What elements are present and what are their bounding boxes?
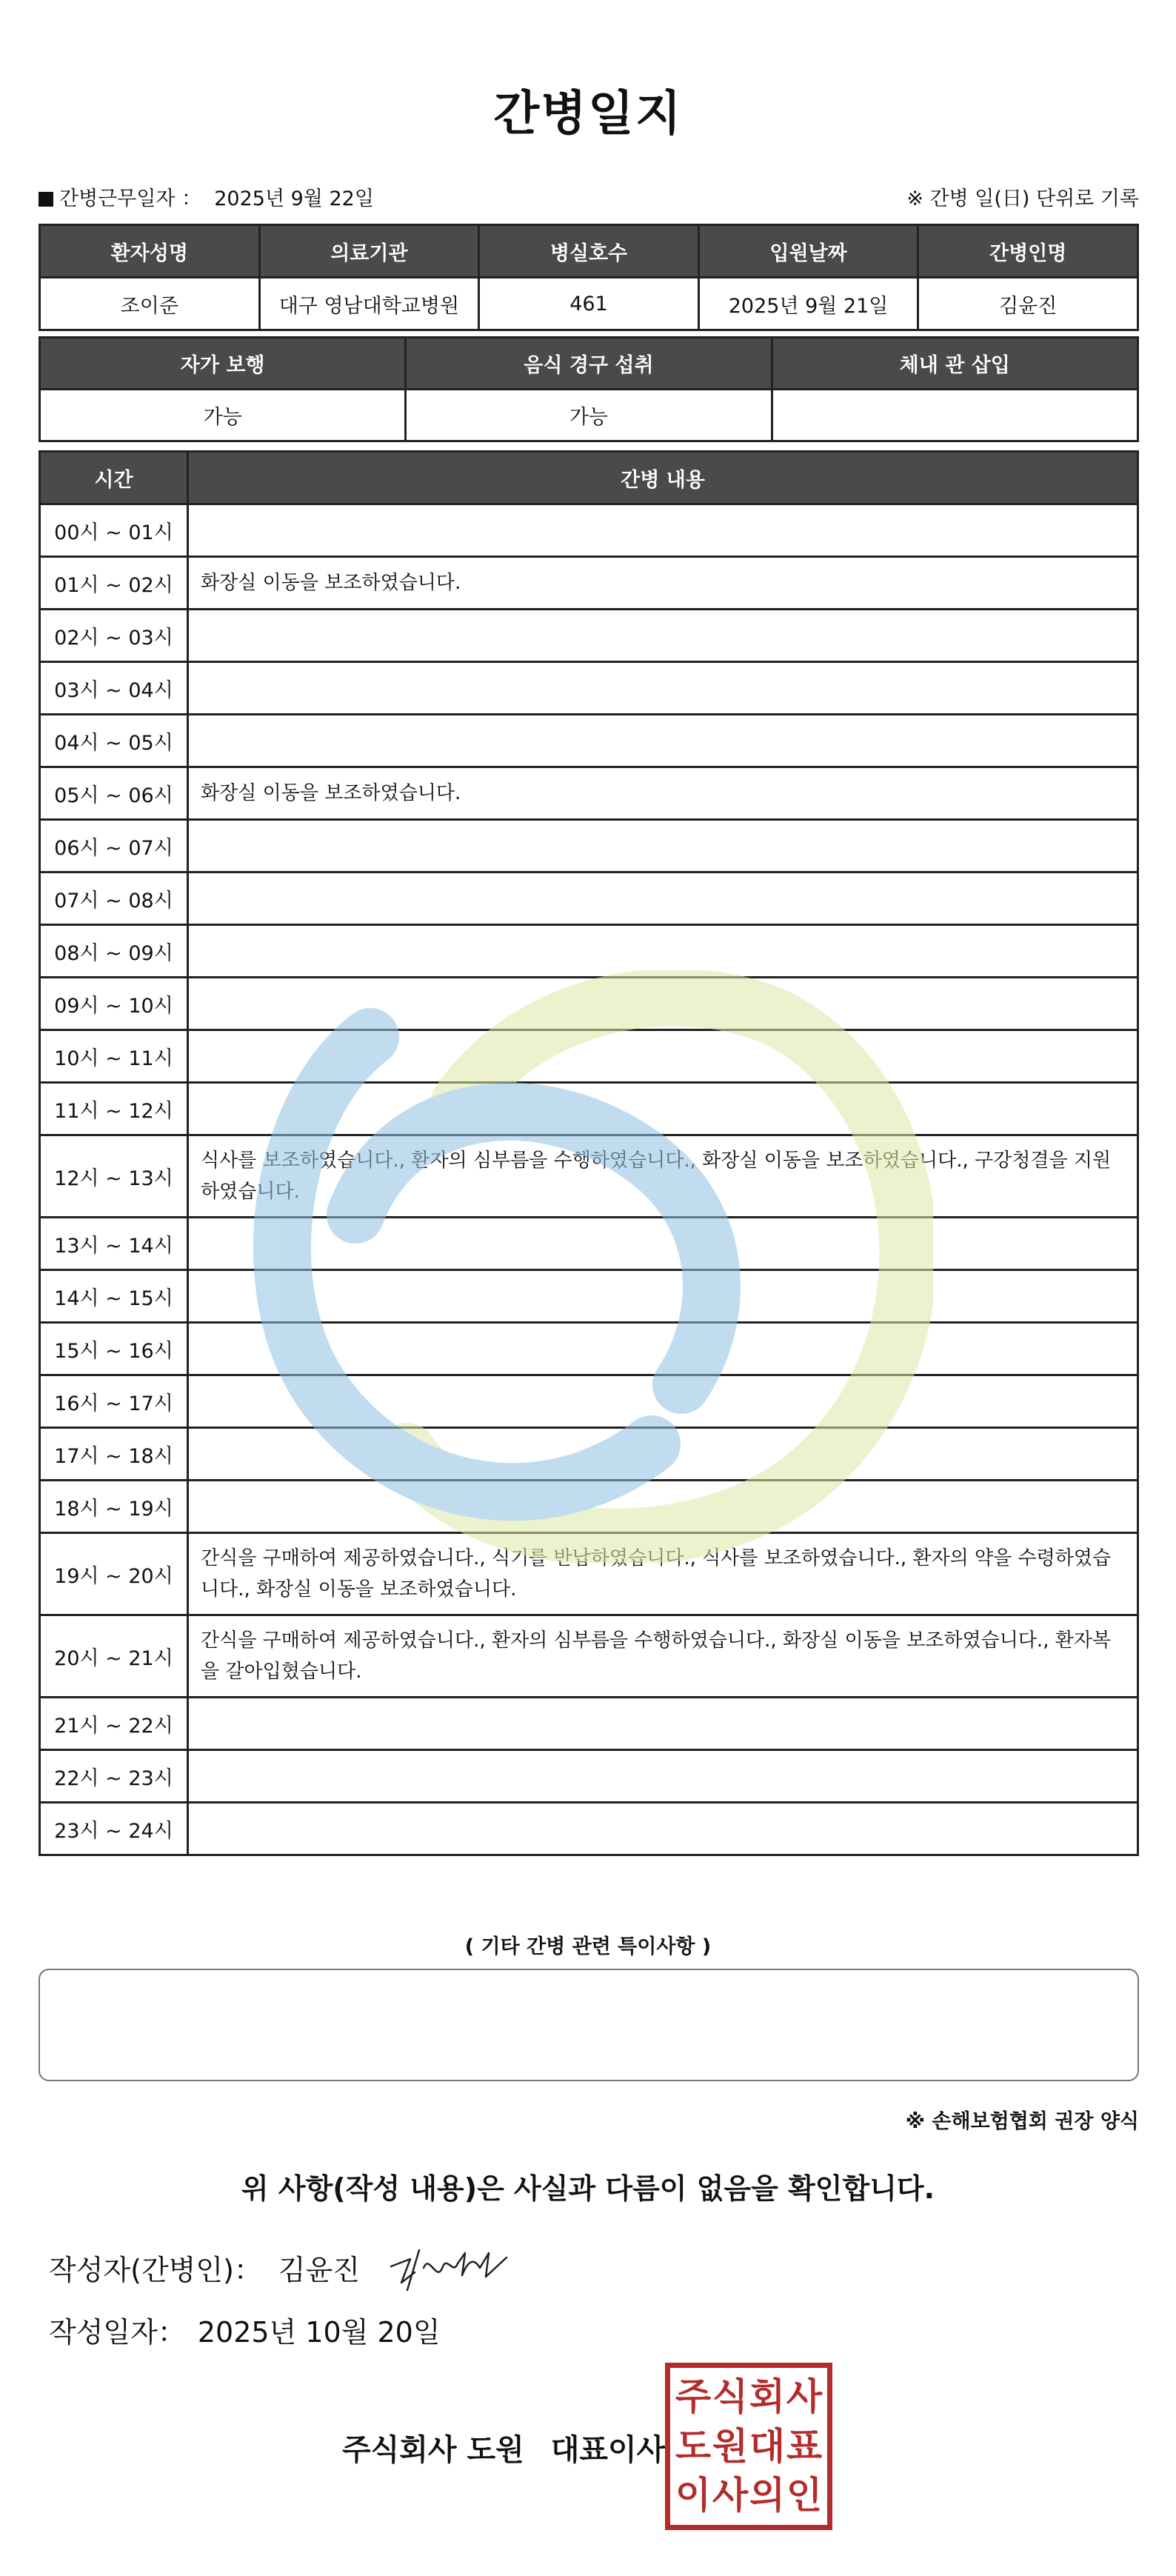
seal-character: 원: [712, 2424, 749, 2468]
patient-info-value-row: [40, 278, 1138, 330]
care-log-row: [40, 1375, 1138, 1428]
caregiver-name: 김윤진: [918, 278, 1138, 330]
care-log-row: [40, 1428, 1138, 1481]
care-log-row: [40, 1083, 1138, 1135]
log-content-cell: [188, 1481, 1138, 1533]
log-content-cell: [188, 1428, 1138, 1481]
log-time-cell: 22시 ~ 23시: [40, 1750, 188, 1803]
header-care-content: 간병 내용: [188, 452, 1138, 504]
log-time-cell: 10시 ~ 11시: [40, 1030, 188, 1083]
log-time-cell: 14시 ~ 15시: [40, 1270, 188, 1323]
seal-character: 표: [786, 2424, 823, 2468]
log-content-cell: [188, 1323, 1138, 1375]
log-time-cell: 12시 ~ 13시: [40, 1135, 188, 1218]
care-log-row: [40, 978, 1138, 1030]
log-time-cell: 02시 ~ 03시: [40, 610, 188, 662]
header-patient-name: 환자성명: [40, 225, 260, 278]
signature-image: [385, 2231, 511, 2298]
log-content-cell: [188, 978, 1138, 1030]
log-time-cell: 19시 ~ 20시: [40, 1533, 188, 1615]
seal-characters: [675, 2372, 823, 2520]
care-log-row: [40, 1481, 1138, 1533]
write-date-line: [49, 2309, 441, 2350]
notes-title: ( 기타 간병 관련 특이사항 ): [464, 1935, 712, 1958]
form-footnote: ※ 손해보험협회 권장 양식: [905, 2110, 1139, 2133]
log-time-cell: 08시 ~ 09시: [40, 925, 188, 978]
care-log-row: [40, 504, 1138, 557]
seal-character: 도: [675, 2424, 712, 2468]
header-time: 시간: [40, 452, 188, 504]
hospital-name: 대구 영남대학교병원: [259, 278, 479, 330]
log-time-cell: 04시 ~ 05시: [40, 715, 188, 767]
log-content-cell: 간식을 구매하여 제공하였습니다., 식기를 반납하였습니다., 식사를 보조하였습니다., 환자의 약을 수령하였습니다., 화장실 이동을 보조하였습니다.: [188, 1533, 1138, 1615]
writer-name: 김윤진: [278, 2254, 361, 2286]
care-status-value-row: [40, 390, 1138, 441]
header-admission-date: 입원날짜: [698, 225, 918, 278]
log-content-cell: [188, 662, 1138, 715]
care-log-row: [40, 767, 1138, 820]
log-content-cell: [188, 1218, 1138, 1270]
care-log-table: [39, 450, 1139, 1856]
care-log-row: [40, 1135, 1138, 1218]
patient-info-header-row: [40, 225, 1138, 278]
care-log-row: [40, 1030, 1138, 1083]
log-time-cell: 07시 ~ 08시: [40, 872, 188, 925]
unit-note: ※ 간병 일(日) 단위로 기록: [906, 187, 1139, 210]
log-content-cell: [188, 610, 1138, 662]
header-hospital: 의료기관: [259, 225, 479, 278]
log-time-cell: 17시 ~ 18시: [40, 1428, 188, 1481]
care-log-row: [40, 715, 1138, 767]
log-content-cell: [188, 925, 1138, 978]
header-caregiver-name: 간병인명: [918, 225, 1138, 278]
log-content-cell: [188, 820, 1138, 872]
care-log-body: [40, 504, 1138, 1855]
care-log-row: [40, 1698, 1138, 1750]
log-time-cell: 06시 ~ 07시: [40, 820, 188, 872]
seal-character: 이: [675, 2474, 712, 2517]
log-content-cell: [188, 1698, 1138, 1750]
care-log-row: [40, 820, 1138, 872]
care-log-row: [40, 1533, 1138, 1615]
log-content-cell: 간식을 구매하여 제공하였습니다., 환자의 심부름을 수행하였습니다., 화장실 이동을 보조하였습니다., 환자복을 갈아입혔습니다.: [188, 1615, 1138, 1698]
care-status-header-row: [40, 338, 1138, 390]
log-content-cell: [188, 1750, 1138, 1803]
log-content-cell: [188, 1375, 1138, 1428]
seal-character: 식: [712, 2375, 749, 2418]
seal-character: 사: [786, 2375, 823, 2418]
seal-character: 의: [749, 2474, 786, 2517]
patient-name: 조이준: [40, 278, 260, 330]
care-log-row: [40, 1323, 1138, 1375]
write-date-label: 작성일자：: [49, 2316, 186, 2349]
log-content-cell: [188, 504, 1138, 557]
special-notes-box: [39, 1969, 1139, 2081]
seal-character: 회: [749, 2375, 786, 2418]
seal-character: 인: [786, 2474, 823, 2517]
seal-character: 사: [712, 2474, 749, 2517]
patient-info-table: [39, 224, 1139, 331]
log-content-cell: [188, 1270, 1138, 1323]
room-number: 461: [479, 278, 699, 330]
seal-character: 대: [749, 2424, 786, 2468]
log-content-cell: [188, 872, 1138, 925]
log-time-cell: 03시 ~ 04시: [40, 662, 188, 715]
care-log-row: [40, 1218, 1138, 1270]
care-status-table: [39, 336, 1139, 442]
work-date: [39, 182, 374, 211]
oral-intake-value: 가능: [406, 390, 772, 441]
self-walking-value: 가능: [40, 390, 406, 441]
log-content-cell: 화장실 이동을 보조하였습니다.: [188, 767, 1138, 820]
care-log-row: [40, 925, 1138, 978]
admission-date: 2025년 9월 21일: [698, 278, 918, 330]
write-date-value: 2025년 10월 20일: [197, 2316, 441, 2349]
confirmation-statement: 위 사항(작성 내용)은 사실과 다름이 없음을 확인합니다.: [241, 2172, 935, 2205]
care-log-row: [40, 872, 1138, 925]
care-log-row: [40, 557, 1138, 610]
company-signoff: [342, 2426, 665, 2469]
company-seal-stamp: [665, 2363, 832, 2530]
work-date-label: 간병근무일자 ：: [59, 187, 202, 210]
header-oral-intake: 음식 경구 섭취: [406, 338, 772, 390]
header-room-number: 병실호수: [479, 225, 699, 278]
log-content-cell: 식사를 보조하였습니다., 환자의 심부름을 수행하였습니다., 화장실 이동을 보조하였습니다., 구강청결을 지원하였습니다.: [188, 1135, 1138, 1218]
log-time-cell: 21시 ~ 22시: [40, 1698, 188, 1750]
care-log-row: [40, 1750, 1138, 1803]
seal-character: 주: [675, 2375, 712, 2418]
log-time-cell: 01시 ~ 02시: [40, 557, 188, 610]
care-log-header-row: [40, 452, 1138, 504]
log-time-cell: 13시 ~ 14시: [40, 1218, 188, 1270]
company-name: 주식회사 도원: [342, 2433, 524, 2467]
log-time-cell: 16시 ~ 17시: [40, 1375, 188, 1428]
tube-insertion-value: [772, 390, 1137, 441]
page-title: 간병일지: [493, 87, 683, 141]
writer-line: [49, 2247, 360, 2288]
log-content-cell: [188, 715, 1138, 767]
care-log-row: [40, 662, 1138, 715]
care-log-row: [40, 1270, 1138, 1323]
header-self-walking: 자가 보행: [40, 338, 406, 390]
care-log-row: [40, 1803, 1138, 1855]
care-log-row: [40, 1615, 1138, 1698]
square-bullet-icon: [39, 192, 53, 207]
work-date-value: 2025년 9월 22일: [214, 187, 374, 210]
log-content-cell: [188, 1030, 1138, 1083]
log-content-cell: 화장실 이동을 보조하였습니다.: [188, 557, 1138, 610]
log-time-cell: 05시 ~ 06시: [40, 767, 188, 820]
log-time-cell: 23시 ~ 24시: [40, 1803, 188, 1855]
log-content-cell: [188, 1083, 1138, 1135]
header-tube-insertion: 체내 관 삽입: [772, 338, 1137, 390]
log-time-cell: 18시 ~ 19시: [40, 1481, 188, 1533]
log-time-cell: 00시 ~ 01시: [40, 504, 188, 557]
log-time-cell: 09시 ~ 10시: [40, 978, 188, 1030]
log-time-cell: 11시 ~ 12시: [40, 1083, 188, 1135]
log-time-cell: 20시 ~ 21시: [40, 1615, 188, 1698]
writer-label: 작성자(간병인)：: [49, 2254, 262, 2286]
log-content-cell: [188, 1803, 1138, 1855]
care-log-row: [40, 610, 1138, 662]
representative-title: 대표이사: [550, 2433, 666, 2467]
log-time-cell: 15시 ~ 16시: [40, 1323, 188, 1375]
